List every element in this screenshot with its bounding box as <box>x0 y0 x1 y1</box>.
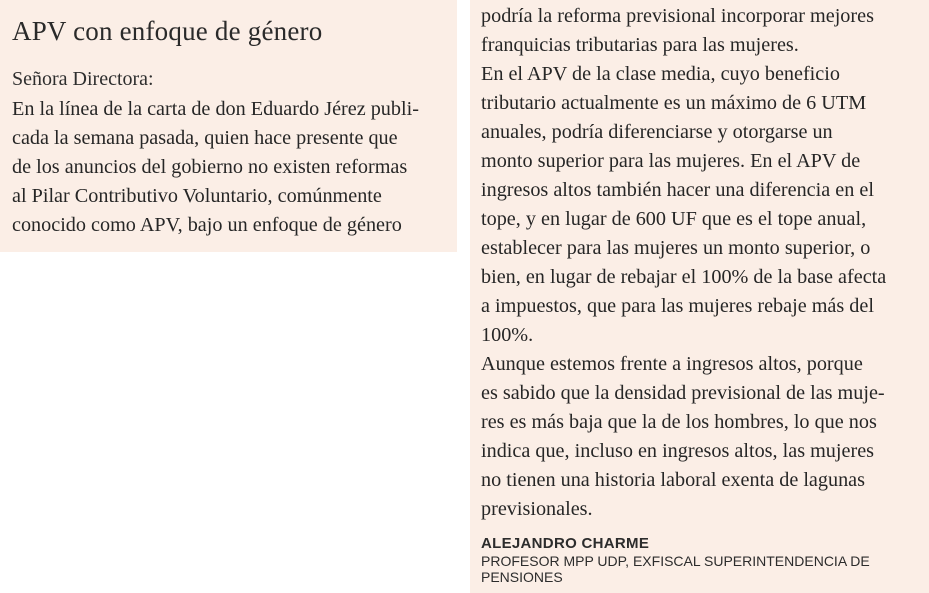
author-title: PROFESOR MPP UDP, EXFISCAL SUPERINTENDENCIA DE <box>481 553 870 569</box>
salutation: Señora Directora: <box>12 68 154 90</box>
article-headline: APV con enfoque de género <box>12 16 323 46</box>
body-line: Aunque estemos frente a ingresos altos, porque <box>481 353 863 375</box>
body-line: a impuestos, que para las mujeres rebaje más del <box>481 295 874 317</box>
body-line: bien, en lugar de rebajar el 100% de la base afecta <box>481 266 887 288</box>
body-line: de los anuncios del gobierno no existen reformas <box>12 156 408 178</box>
body-line: conocido como APV, bajo un enfoque de género <box>12 214 402 236</box>
letter-column-right <box>470 0 929 593</box>
body-line: res es más baja que la de los hombres, lo que nos <box>481 411 877 433</box>
body-line: monto superior para las mujeres. En el APV de <box>481 150 861 172</box>
author-title: PENSIONES <box>481 569 563 585</box>
body-line: cada la semana pasada, quien hace presente que <box>12 127 398 149</box>
body-line: tributario actualmente es un máximo de 6 UTM <box>481 92 867 114</box>
body-text-left <box>12 95 419 240</box>
body-line: indica que, incluso en ingresos altos, las mujeres <box>481 440 875 462</box>
author-name: ALEJANDRO CHARME <box>481 535 650 552</box>
body-line: podría la reforma previsional incorporar mejores <box>481 5 874 27</box>
body-line: al Pilar Contributivo Voluntario, comúnmente <box>12 185 382 207</box>
body-line: anuales, podría diferenciarse y otorgarse un <box>481 121 833 143</box>
letter-column-left <box>0 0 457 252</box>
body-line: no tienen una historia laboral exenta de lagunas <box>481 469 865 491</box>
body-line: tope, y en lugar de 600 UF que es el tope anual, <box>481 208 867 230</box>
body-line: establecer para las mujeres un monto superior, o <box>481 237 871 259</box>
body-line: previsionales. <box>481 498 593 520</box>
author-signature <box>481 535 870 585</box>
body-line: franquicias tributarias para las mujeres. <box>481 34 799 56</box>
body-line: ingresos altos también hacer una diferencia en el <box>481 179 874 201</box>
body-line: 100%. <box>481 324 534 346</box>
body-line: es sabido que la densidad previsional de las muje- <box>481 382 885 404</box>
body-line: En la línea de la carta de don Eduardo Jérez publi- <box>12 98 419 120</box>
body-text-right <box>481 2 886 524</box>
body-line: En el APV de la clase media, cuyo beneficio <box>481 63 840 85</box>
